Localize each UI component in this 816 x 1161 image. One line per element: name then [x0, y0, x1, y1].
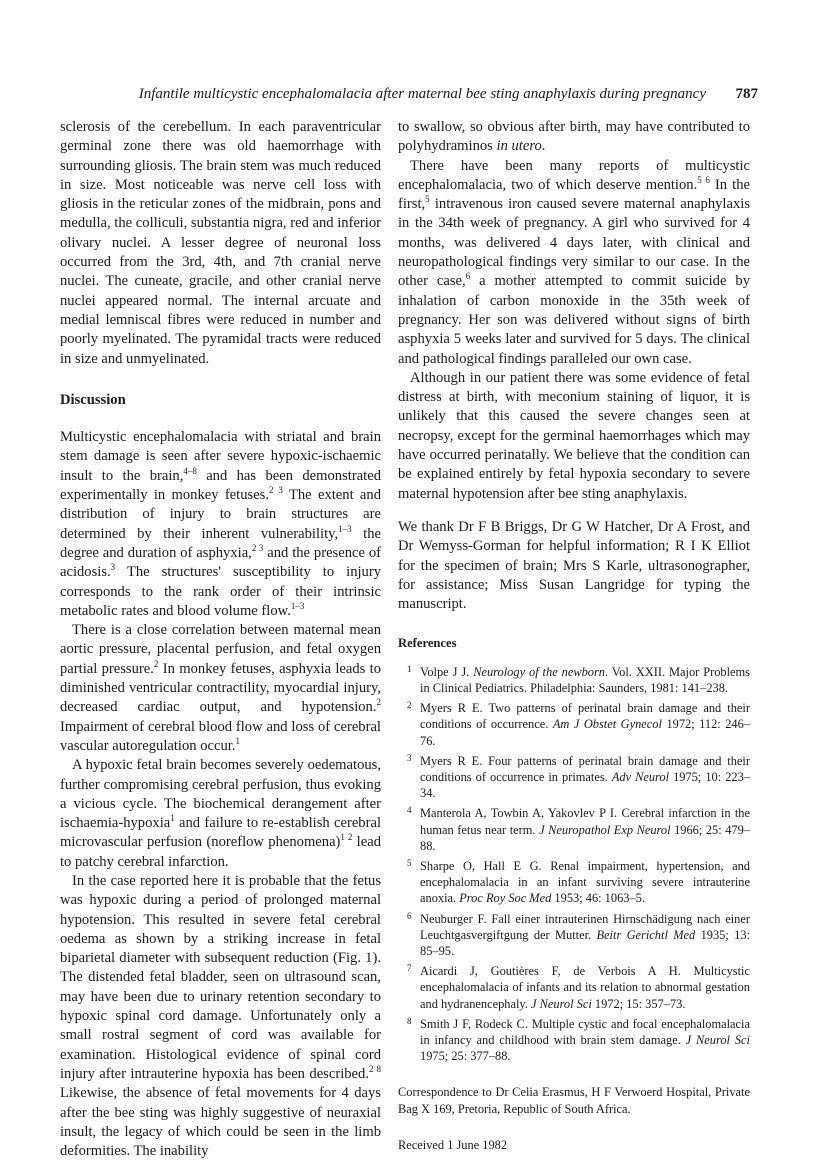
reference-list: [398, 664, 750, 1065]
reference-item: 5 Sharpe O, Hall E G. Renal impairment, hypertension, and encephalomalacia in an infant surviving severe intrauterine anoxia. Proc Roy Soc Med 1953; 46: 1063–5.: [407, 857, 750, 906]
acknowledgements: We thank Dr F B Briggs, Dr G W Hatcher, Dr A Frost, and Dr Wemyss-Gorman for helpful information; R I K Elliot for the specimen of brain; Mrs S Karle, ultrasonographer, for assistance; Miss Susan Langridge for typing the manuscript.: [398, 518, 750, 613]
correspondence: Correspondence to Dr Celia Erasmus, H F Verwoerd Hospital, Private Bag X 169, Pretoria, Republic of South Africa.: [398, 1085, 750, 1116]
received-date: Received 1 June 1982: [398, 1137, 508, 1152]
discussion-paragraph-3: A hypoxic fetal brain becomes severely oedematous, further compromising cerebral perfusion, thus evoking a vicious cycle. The biochemical derangement after ischaemia-hypoxia$^1$ and failure to re-establish cerebral microvascular perfusion (noreflow phenomena)$^{1 2}$ lead to patchy cerebral infarction.: [60, 757, 381, 870]
page-number: 787: [735, 86, 758, 102]
left-column: [60, 118, 381, 1161]
running-head-title: Infantile multicystic encephalomalacia after maternal bee sting anaphylaxis during pregnancy: [138, 86, 706, 102]
reference-item: 1 Volpe J J. Neurology of the newborn. Vol. XXII. Major Problems in Clinical Pediatrics. Philadelphia: Saunders, 1981: 141–238.: [407, 663, 751, 695]
pathology-paragraph-end: sclerosis of the cerebellum. In each paraventricular germinal zone there was old haemorrhage with surrounding gliosis. The brain stem was much reduced in size. Most noticeable was nerve cell loss with gliosis in the reticular zones of the midbrain, pons and medulla, the colliculi, substantia nigra, red and inferior olivary nuclei. A lesser degree of neuronal loss occurred from the 3rd, 4th, and 7th cranial nerve nuclei. The cuneate, gracile, and other cranial nerve nuclei appeared normal. The internal arcuate and medial lemniscal fibres were reduced in number and poorly myelinated. The pyramidal tracts were reduced in size and unmyelinated.: [60, 119, 381, 367]
running-head: [118, 86, 758, 108]
discussion-paragraph-2: There is a close correlation between maternal mean aortic pressure, placental perfusion, and fetal oxygen partial pressure.$^2$ In monkey fetuses, asphyxia leads to diminished ventricular contractility, myocardial injury, decreased cardiac output, and hypotension.$^2$ Impairment of cerebral blood flow and loss of cerebral vascular autoregulation occur.$^1$: [60, 622, 382, 754]
discussion-paragraph-6: Although in our patient there was some evidence of fetal distress at birth, with meconium staining of liquor, it is unlikely that this caused the severe changes seen at necropsy, except for the germinal haemorrhages which may have occurred perinatally. We believe that the condition can be explained entirely by fetal hypoxia secondary to severe maternal hypotension after bee sting anaphylaxis.: [398, 369, 750, 502]
discussion-paragraph-1: Multicystic encephalomalacia with striatal and brain stem damage is seen after severe hypoxic-ischaemic insult to the brain,$^{4-8}$ and has been demonstrated experimentally in monkey fetuses.$^{2 3}$ The extent and distribution of injury to brain structures are determined by their inherent vulnerability,$^{1-3}$ the degree and duration of asphyxia,$^{2 3}$ and the presence of acidosis.$^3$ The structures' susceptibility to injury corresponds to the rank order of their intrinsic metabolic rates and blood volume flow.$^{1-3}$: [60, 429, 382, 619]
reference-item: 3 Myers R E. Four patterns of perinatal brain damage and their conditions of occurrence in primates. Adv Neurol 1975; 10: 223–34.: [407, 752, 750, 801]
references-heading: References: [398, 636, 457, 651]
discussion-heading: Discussion: [60, 391, 126, 408]
discussion-paragraph-5: There have been many reports of multicystic encephalomalacia, two of which deserve mention.$^{5 6}$ In the first,$^5$ intravenous iron caused severe maternal anaphylaxis in the 34th week of pregnancy. A girl who survived for 4 months, was delivered 4 days later, with clinical and neuropathological findings very similar to our case. In the other case,$^6$ a mother attempted to commit suicide by inhalation of carbon monoxide in the 35th week of pregnancy. Her son was delivered without signs of birth asphyxia 5 weeks later and survived for 5 days. The clinical and pathological findings paralleled our own case.: [398, 157, 750, 367]
right-column: [398, 118, 750, 1153]
reference-item: 8 Smith J F, Rodeck C. Multiple cystic and focal encephalomalacia in infancy and childhood with brain stem damage. J Neurol Sci 1975; 25: 377–88.: [407, 1015, 750, 1064]
reference-item: 7 Aicardi J, Goutières F, de Verbois A H. Multicystic encephalomalacia of infants and its relation to abnormal gestation and hydranencephaly. J Neurol Sci 1972; 15: 357–73.: [407, 963, 750, 1011]
reference-item: 2 Myers R E. Two patterns of perinatal brain damage and their conditions of occurrence. Am J Obstet Gynecol 1972; 112: 246–76.: [407, 700, 750, 748]
reference-item: 6 Neuburger F. Fall einer intrauterinen Hirnschädigung nach einer Leuchtgasvergiftgung der Mutter. Beitr Gerichtl Med 1935; 13: 85–95.: [407, 910, 750, 958]
discussion-paragraph-4-continued: to swallow, so obvious after birth, may have contributed to polyhydraminos in utero.: [398, 119, 750, 155]
reference-item: 4 Manterola A, Towbin A, Yakovlev P I. Cerebral infarction in the human fetus near term. J Neuropathol Exp Neurol 1966; 25: 479–88.: [407, 805, 750, 853]
discussion-paragraph-4: In the case reported here it is probable that the fetus was hypoxic during a period of prolonged maternal hypotension. This resulted in severe fetal cerebral oedema as shown by a striking increase in fetal biparietal diameter with subsequent reduction (Fig. 1). The distended fetal bladder, seen on ultrasound scan, may have been due to urinary retention secondary to hypoxic spinal cord damage. Unfortunately only a small rostral segment of cord was available for examination. Histological evidence of spinal cord injury after intrauterine hypoxia has been described.$^{2 8}$ Likewise, the absence of fetal movements for 4 days after the bee sting was highly suggestive of neuraxial insult, the legacy of which could be seen in the limb deformities. The inability: [60, 872, 382, 1160]
